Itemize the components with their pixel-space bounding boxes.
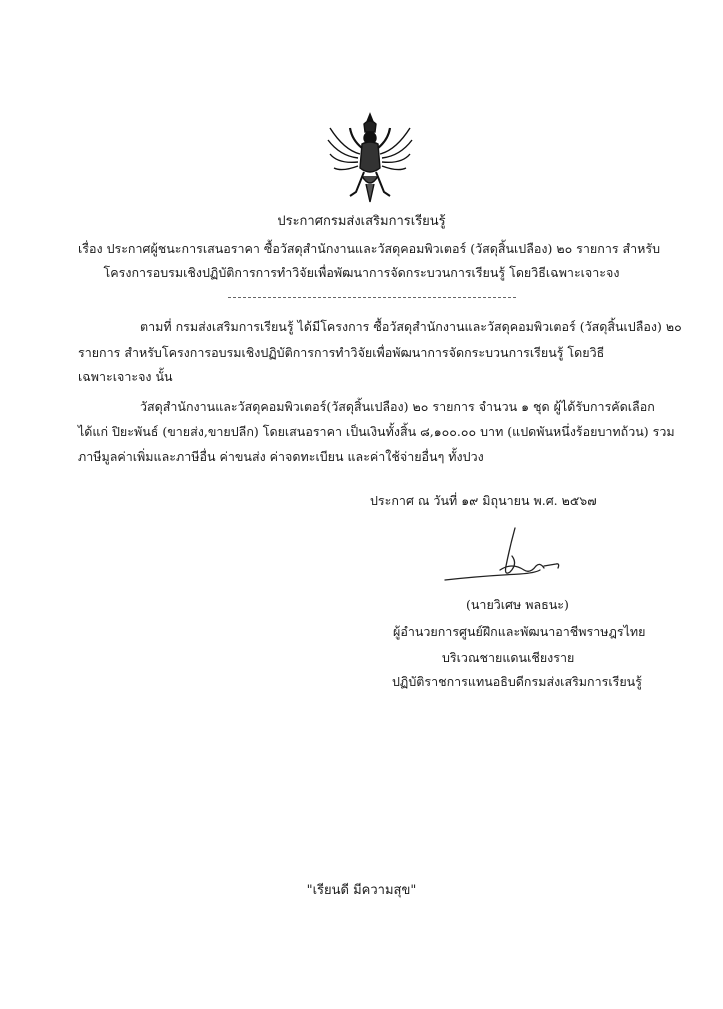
divider [228,297,516,298]
signer-name: (นายวิเศษ พลธนะ) [466,597,569,612]
signer-position-2: บริเวณชายแดนเชียงราย [442,650,575,665]
paragraph-2-line-2: ได้แก่ ปิยะพันธ์ (ขายส่ง,ขายปลีก) โดยเสนอราคา เป็นเงินทั้งสิ้น ๘,๑๐๐.๐๐ บาท (แปดพันหนึ่งร้อยบาทถ้วน) รวม [78,424,675,439]
handwritten-signature [440,526,570,592]
document-title: ประกาศกรมส่งเสริมการเรียนรู้ [277,214,446,229]
announcement-date: ประกาศ ณ วันที่ ๑๙ มิถุนายน พ.ศ. ๒๕๖๗ [370,493,597,508]
paragraph-1-line-1: ตามที่ กรมส่งเสริมการเรียนรู้ ได้มีโครงการ ซื้อวัสดุสำนักงานและวัสดุคอมพิวเตอร์ (วัสดุสิ้นเปลือง) ๒๐ [140,319,682,334]
garuda-emblem-icon [322,110,418,210]
subject-line-1: เรื่อง ประกาศผู้ชนะการเสนอราคา ซื้อวัสดุสำนักงานและวัสดุคอมพิวเตอร์ (วัสดุสิ้นเปลือง) ๒๐ รายการ สำหรับ [78,241,661,256]
signer-position-3: ปฏิบัติราชการแทนอธิบดีกรมส่งเสริมการเรียนรู้ [392,674,642,689]
paragraph-1-line-2: รายการ สำหรับโครงการอบรมเชิงปฏิบัติการการทำวิจัยเพื่อพัฒนาการจัดกระบวนการเรียนรู้ โดยวิธี [78,345,605,360]
paragraph-2-line-1: วัสดุสำนักงานและวัสดุคอมพิวเตอร์(วัสดุสิ้นเปลือง) ๒๐ รายการ จำนวน ๑ ชุด ผู้ได้รับการคัดเลือก [140,399,655,414]
subject-line-2: โครงการอบรมเชิงปฏิบัติการการทำวิจัยเพื่อพัฒนาการจัดกระบวนการเรียนรู้ โดยวิธีเฉพาะเจาะจง [103,265,620,280]
paragraph-1-line-3: เฉพาะเจาะจง นั้น [78,369,173,384]
signer-position-1: ผู้อำนวยการศูนย์ฝึกและพัฒนาอาชีพราษฎรไทย [393,624,646,639]
slogan: "เรียนดี มีความสุข" [306,883,417,898]
paragraph-2-line-3: ภาษีมูลค่าเพิ่มและภาษีอื่น ค่าขนส่ง ค่าจดทะเบียน และค่าใช้จ่ายอื่นๆ ทั้งปวง [78,449,484,464]
